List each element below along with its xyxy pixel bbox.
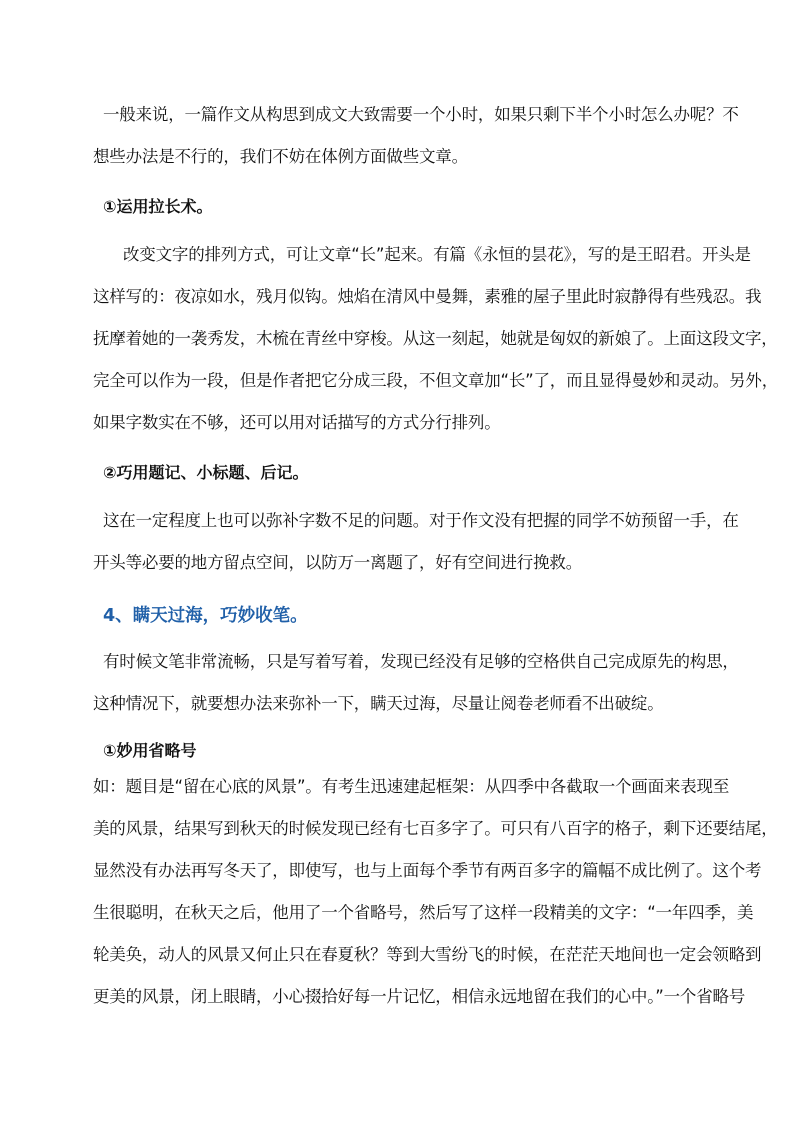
text-line: 有时候文笔非常流畅，只是写着写着，发现已经没有足够的空格供自己完成原先的构思， bbox=[103, 652, 739, 671]
text-line: 美的风景，结果写到秋天的时候发现已经有七百多字了。可只有八百字的格子，剩下还要结尾， bbox=[93, 819, 778, 838]
text-line: 想些办法是不行的，我们不妨在体例方面做些文章。 bbox=[93, 147, 468, 166]
text-line: 这种情况下，就要想办法来弥补一下，瞒天过海，尽量让阅卷老师看不出破绽。 bbox=[93, 694, 664, 713]
text-line: 更美的风景，闭上眼睛，小心掇拾好每一片记忆，相信永远地留在我们的心中。”一个省略号 bbox=[93, 987, 746, 1006]
text-line: 开头等必要的地方留点空间，以防万一离题了，好有空间进行挽救。 bbox=[93, 553, 583, 572]
text-line: 如：题目是“留在心底的风景”。有考生迅速建起框架：从四季中各截取一个画面来表现至 bbox=[93, 777, 730, 796]
text-line: 这样写的：夜凉如水，残月似钩。烛焰在清风中曼舞，素雅的屋子里此时寂静得有些残忍。我 bbox=[93, 287, 762, 306]
paragraph-ellipsis bbox=[93, 766, 778, 1018]
paragraph-titles bbox=[93, 500, 739, 584]
text-line: 显然没有办法再写冬天了，即使写，也与上面每个季节有两百多字的篇幅不成比例了。这个考 bbox=[93, 861, 762, 880]
text-line: 这在一定程度上也可以弥补字数不足的问题。对于作文没有把握的同学不妨预留一手，在 bbox=[103, 511, 739, 530]
text-line: 抚摩着她的一袭秀发，木梳在青丝中穿梭。从这一刻起，她就是匈奴的新娘了。上面这段文字， bbox=[93, 329, 778, 348]
subheading-titles: ②巧用题记、小标题、后记。 bbox=[103, 463, 309, 482]
text-line: 完全可以作为一段，但是作者把它分成三段，不但文章加“长”了，而且显得曼妙和灵动。另外， bbox=[93, 371, 778, 390]
text-line: 一般来说，一篇作文从构思到成文大致需要一个小时，如果只剩下半个小时怎么办呢？不 bbox=[103, 105, 739, 124]
paragraph-ending bbox=[93, 641, 739, 725]
text-line: 改变文字的排列方式，可让文章“长”起来。有篇《永恒的昙花》，写的是王昭君。开头是 bbox=[123, 245, 751, 264]
paragraph-intro bbox=[93, 94, 739, 178]
text-line: 生很聪明，在秋天之后，他用了一个省略号，然后写了这样一段精美的文字：“一年四季，美 bbox=[93, 903, 754, 922]
text-line: 轮美奂，动人的风景又何止只在春夏秋？等到大雪纷飞的时候，在茫茫天地间也一定会领略到 bbox=[93, 945, 762, 964]
text-line: 如果字数实在不够，还可以用对话描写的方式分行排列。 bbox=[93, 413, 501, 432]
section-heading-4: 4、瞒天过海，巧妙收笔。 bbox=[103, 606, 308, 626]
subheading-stretch: ①运用拉长术。 bbox=[103, 197, 213, 216]
subheading-ellipsis: ①妙用省略号 bbox=[103, 741, 197, 760]
paragraph-stretch bbox=[93, 234, 778, 444]
